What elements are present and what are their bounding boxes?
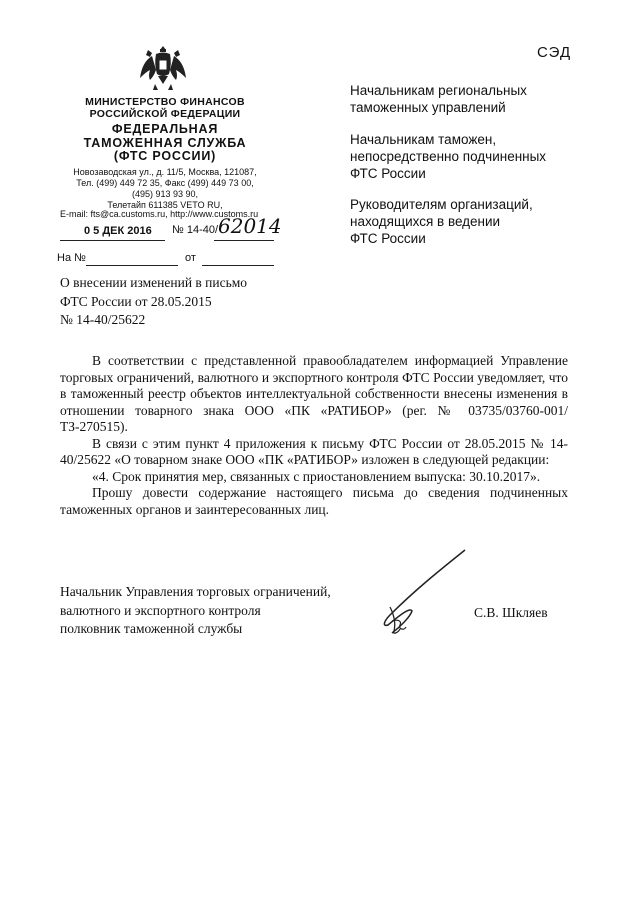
recipient-line: таможенных управлений [350,100,506,115]
recipient-block [350,82,590,116]
handwritten-signature [370,545,470,645]
signer-position-line: полковник таможенной службы [60,621,243,636]
letter-body [60,353,568,518]
coat-of-arms-emblem [138,40,188,92]
subject-line: № 14-40/25622 [60,312,146,327]
service-name [70,123,260,164]
body-paragraph-quote: «4. Срок принятия мер, связанных с приостановлением выпуска: 30.10.2017». [92,468,541,484]
handwritten-number: 62014 [218,214,282,238]
date-underline [60,240,165,241]
service-line: ТАМОЖЕННАЯ СЛУЖБА [83,135,247,150]
recipient-line: ФТС России [350,166,426,181]
reply-to-number-label: На № [57,252,86,264]
subject-line: ФТС России от 28.05.2015 [60,293,212,309]
date-stamp: 0 5 ДЕК 2016 [84,225,152,237]
address-line: Новозаводская ул., д. 11/5, Москва, 121087, [73,167,257,177]
body-paragraph: Прошу довести содержание настоящего письма до сведения подчиненных таможенных органов и заинтересованных лиц. [60,485,568,517]
ministry-name [70,96,260,120]
reply-date-label: от [185,252,196,264]
recipient-line: Начальникам региональных [350,83,527,98]
body-paragraph: В связи с этим пункт 4 приложения к письму ФТС России от 28.05.2015 № 14-40/25622 «О товарном знаке ООО «ПК «РАТИБОР» изложен в следующей редакции: [60,435,568,467]
service-line: ФЕДЕРАЛЬНАЯ [111,122,219,136]
recipient-line: непосредственно подчиненных [350,149,547,164]
recipient-line: находящихся в ведении [350,214,501,229]
signer-position-line: валютного и экспортного контроля [60,602,261,618]
ministry-line: РОССИЙСКОЙ ФЕДЕРАЦИИ [89,108,241,120]
reply-number-underline [86,265,178,266]
service-line: (ФТС РОССИИ) [113,149,217,163]
body-paragraph: В соответствии с представленной правообладателем информацией Управление торговых ограничений, валютного и экспортного контроля ФТС России уведомляет, что в таможенный реестр объектов интеллектуальной собственности внесены изменения в отношении товарного знака ООО «ПК «РАТИБОР» (рег. № 03735/03760-001/ТЗ-270515). [60,353,568,434]
outgoing-number-prefix: № 14-40/ [172,224,219,236]
signer-name: С.В. Шкляев [474,605,548,620]
ministry-line: МИНИСТЕРСТВО ФИНАНСОВ [85,96,245,108]
sed-mark: СЭД [537,44,572,61]
recipient-line: ФТС России [350,231,426,246]
subject-line: О внесении изменений в письмо [60,275,248,290]
phone-line-2: (495) 913 93 90, [131,189,199,199]
email-line: E-mail: fts@ca.customs.ru, http://www.customs.ru [60,209,259,219]
reply-date-underline [202,265,274,266]
number-underline [214,240,274,241]
signer-position [60,583,360,639]
recipient-line: Начальникам таможен, [350,132,497,147]
recipient-block [350,131,590,182]
contact-info [60,167,270,211]
letter-subject [60,274,320,330]
phone-line: Тел. (499) 449 72 35, Факс (499) 449 73 00, [76,178,254,188]
teletype-line: Телетайп 611385 VETO RU, [107,200,223,210]
recipient-block [350,196,590,247]
signer-position-line: Начальник Управления торговых ограничений, [60,584,331,599]
recipient-line: Руководителям организаций, [350,197,533,212]
